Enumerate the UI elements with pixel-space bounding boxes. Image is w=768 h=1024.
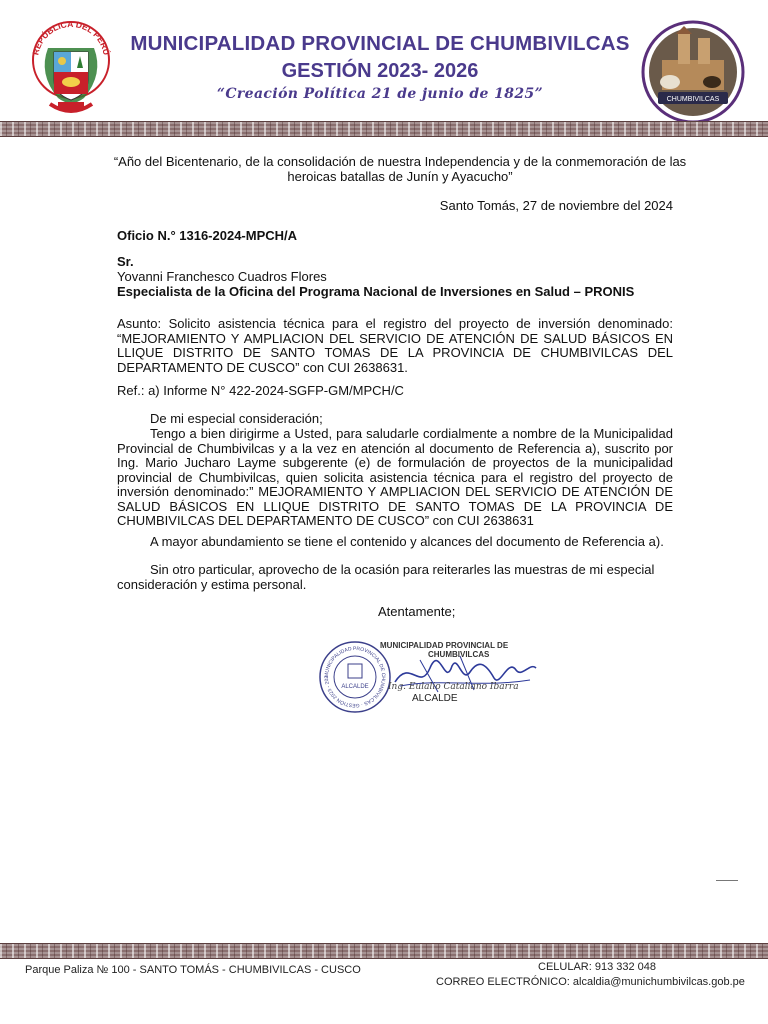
salutation: Sr.	[117, 254, 134, 269]
subject-paragraph: Asunto: Solicito asistencia técnica para el registro del proyecto de inversión denominado: “MEJORAMIENTO Y AMPLIACION DEL SERVICIO DE ATENCIÓN DE SALUD BÁSICOS EN LLIQUE DISTRITO DE SANTO TOMAS DE LA PROVINCIA DE CHUMBIVILCAS DEL DEPARTAMENTO DE CUSCO” con CUI 2638631.	[117, 316, 673, 375]
signature-org-line2: CHUMBIVILCAS	[428, 650, 490, 659]
chumbivilcas-crest-logo	[640, 20, 746, 124]
management-period: GESTIÓN 2023- 2026	[281, 60, 479, 82]
svg-text:MUNICIPALIDAD PROVINCIAL DE CH: MUNICIPALIDAD PROVINCIAL DE CHUMBIVILCAS · GESTIÓN 2023 - 202	[323, 645, 387, 709]
signer-name: Ing. Eulalio Cataliano Ibarra	[388, 682, 519, 692]
body-paragraph-2: A mayor abundamiento se tiene el contenido y alcances del documento de Referencia a).	[150, 534, 664, 549]
svg-text:ALCALDE: ALCALDE	[341, 684, 369, 690]
reference-line: Ref.: a) Informe N° 422-2024-SGFP-GM/MPCH/C	[117, 383, 404, 398]
body-paragraph-3: Sin otro particular, aprovecho de la ocasión para reiterarles las muestras de mi especial consideración y estima personal.	[117, 562, 655, 592]
signature-org-line1: MUNICIPALIDAD PROVINCIAL DE	[380, 641, 509, 650]
official-seal-stamp	[318, 640, 392, 714]
peru-coat-of-arms-logo	[28, 14, 114, 120]
recipient-name: Yovanni Franchesco Cuadros Flores	[117, 269, 327, 284]
recipient-role: Especialista de la Oficina del Programa Nacional de Inversiones en Salud – PRONIS	[117, 284, 635, 299]
svg-text:CHUMBIVILCAS: CHUMBIVILCAS	[666, 96, 720, 103]
municipality-motto: “Creación Política 21 de junio de 1825”	[216, 86, 544, 102]
decorative-band-bottom	[0, 943, 768, 959]
footer-address: Parque Paliza № 100 - SANTO TOMÁS - CHUMBIVILCAS - CUSCO	[25, 964, 361, 976]
closing: Atentamente;	[378, 604, 456, 619]
signer-title: ALCALDE	[412, 693, 458, 704]
greeting: De mi especial consideración;	[150, 411, 323, 426]
municipality-title: MUNICIPALIDAD PROVINCIAL DE CHUMBIVILCAS	[130, 32, 630, 55]
decorative-band-top	[0, 121, 768, 137]
scan-mark	[716, 880, 738, 881]
body-paragraph-1: Tengo a bien dirigirme a Usted, para saludarle cordialmente a nombre de la Municipalidad Provincial de Chumbivilcas y a la vez en atención al documento de Referencia a), suscrito por Ing. Mario Jucharo Layme subgerente (e) de formulación de proyectos de la municipalidad provincial de Chumbivilcas, quien solicita asistencia técnica para el registro del proyecto de inversión denominado:” MEJORAMIENTO Y AMPLIACION DEL SERVICIO DE ATENCIÓN DE SALUD BÁSICOS EN LLIQUE DISTRITO DE SANTO TOMAS DE LA PROVINCIA DE CHUMBIVILCAS DEL DEPARTAMENTO DE CUSCO” con CUI 2638631	[117, 426, 673, 528]
official-year-line: “Año del Bicentenario, de la consolidación de nuestra Independencia y de la conmemoración de las heroicas batallas de Junín y Ayacucho”	[113, 154, 687, 184]
footer-email: CORREO ELECTRÓNICO: alcaldia@munichumbivilcas.gob.pe	[436, 976, 745, 988]
letter-date: Santo Tomás, 27 de noviembre del 2024	[439, 198, 673, 213]
svg-text:REPÚBLICA DEL PERÚ: REPÚBLICA DEL PERÚ	[30, 18, 112, 56]
footer-phone: CELULAR: 913 332 048	[538, 961, 657, 973]
oficio-number: Oficio N.° 1316-2024-MPCH/A	[117, 228, 298, 243]
